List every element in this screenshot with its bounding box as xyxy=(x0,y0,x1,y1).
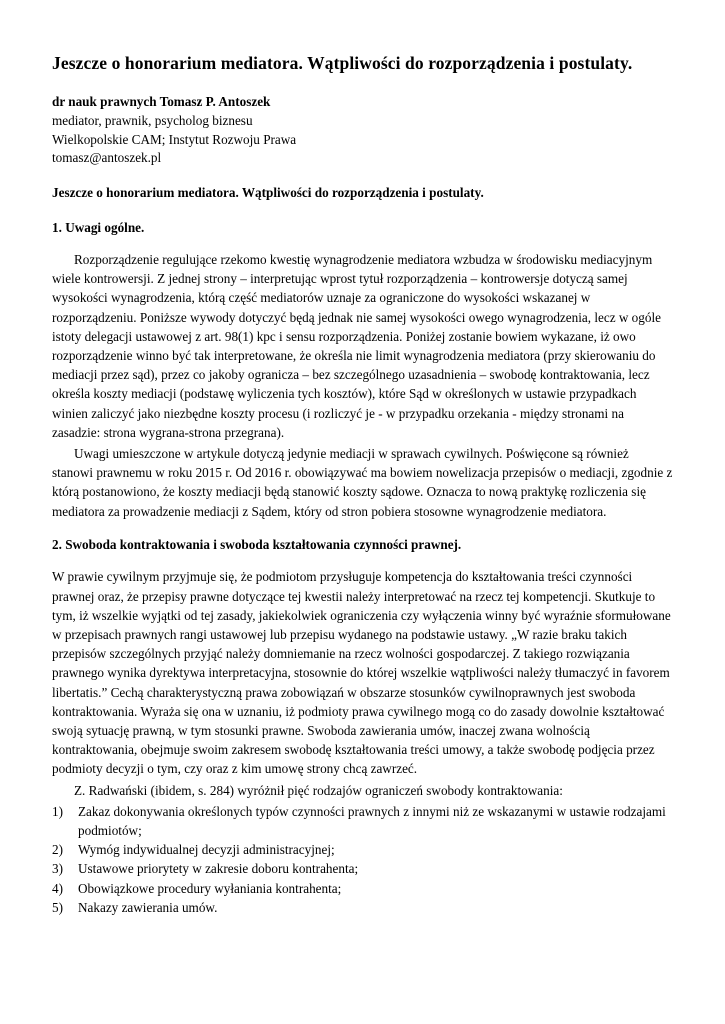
section-heading-2: 2. Swoboda kontraktowania i swoboda kształtowania czynności prawnej. xyxy=(52,536,462,552)
list-item xyxy=(52,840,673,859)
list-item-text: Zakaz dokonywania określonych typów czynności prawnych z innymi niż ze wskazanymi w ustawie rodzajami podmiotów; xyxy=(78,803,666,838)
list-item-number: 2) xyxy=(52,842,63,858)
list-item xyxy=(52,802,673,840)
section-heading-1: 1. Uwagi ogólne. xyxy=(52,219,145,235)
list-item xyxy=(52,859,673,878)
page-title: Jeszcze o honorarium mediatora. Wątpliwości do rozporządzenia i postulaty. xyxy=(52,53,633,73)
list-item-text: Ustawowe priorytety w zakresie doboru kontrahenta; xyxy=(78,861,359,877)
list-item-number: 4) xyxy=(52,880,63,896)
section-2-paragraph-2: Z. Radwański (ibidem, s. 284) wyróżnił pięć rodzajów ograniczeń swobody kontraktowania: xyxy=(74,782,563,798)
section-1-paragraph-2: Uwagi umieszczone w artykule dotyczą jedynie mediacji w sprawach cywilnych. Poświęcone są również stanowi prawnemu w roku 2015 r. Od 2016 r. obowiązywać ma bowiem nowelizacja przepisów o mediacji, zgodnie z którą postanowiono, że koszty mediacji będą stanowić koszty sądowe. Oznacza to nową praktykę rozliczenia się mediatora za prowadzenie mediacji z Sądem, który od stron pobiera stosowne wynagrodzenie mediatora. xyxy=(52,446,673,519)
list-item-number: 1) xyxy=(52,803,63,819)
list-item-text: Obowiązkowe procedury wyłaniania kontrahenta; xyxy=(78,880,342,896)
list-item-text: Nakazy zawierania umów. xyxy=(78,899,218,915)
restrictions-list xyxy=(52,802,673,917)
list-item-number: 3) xyxy=(52,861,63,877)
author-affiliation: Wielkopolskie CAM; Instytut Rozwoju Prawa xyxy=(52,131,297,147)
author-name: dr nauk prawnych Tomasz P. Antoszek xyxy=(52,94,271,110)
section-2-paragraph-1: W prawie cywilnym przyjmuje się, że podmiotom przysługuje kompetencja do kształtowania treści czynności prawnej oraz, że przepisy prawne dotyczące tej kwestii należy interpretować na rzecz tej kompetencji. Skutkuje to tym, iż wszelkie wyjątki od tej zasady, jakiekolwiek ograniczenia czy wyłączenia winny być wyraźnie sformułowane w przepisach prawnych rangi ustawowej lub przepisu wydanego na podstawie ustawy. „W razie braku takich przepisów szczególnych przyjąć należy domniemanie na rzecz wolności gospodarczej. Z takiego rozwiązania prawnego wynika dyrektywa interpretacyjna, stosownie do której wszelkie wątpliwości należy tłumaczyć in favorem libertatis.” Cechą charakterystyczną prawa zobowiązań w obszarze stosunków cywilnoprawnych jest swoboda kontraktowania. Wyraża się ona w uznaniu, iż podmioty prawa cywilnego mogą co do zasady dowolnie kształtować swoją sytuację prawną, w tym stosunki prawne. Swoboda zawierania umów, inaczej zwana wolnością kontraktowania, obejmuje swoim zakresem swobodę kształtowania treści umowy, a także swobodę podjęcia przez podmioty decyzji o tym, czy oraz z kim umowę strony chcą zawrzeć. xyxy=(52,569,671,777)
section-1-paragraph-1: Rozporządzenie regulujące rzekomo kwestię wynagrodzenie mediatora wzbudza w środowisku mediacyjnym wiele kontrowersji. Z jednej strony – interpretując wprost tytuł rozporządzenia – kontrowersje dotyczą samej wysokości wynagrodzenia, którą część mediatorów uznaje za ograniczone do wysokości wskazanej w rozporządzeniu. Poniższe wywody dotyczyć będą jednak nie samej wysokości owego wynagrodzenia, lecz w ogóle istoty delegacji ustawowej z art. 98(1) kpc i sensu rozporządzenia. Poniżej zostanie bowiem wykazane, iż owo rozporządzenie winno być tak interpretowane, że określa nie limit wynagrodzenia mediatora (przy skierowaniu do mediacji przez sąd), przez co jakoby ogranicza – bez szczególnego uzasadnienia – swobodę kontraktowania, lecz określa koszty mediacji (podstawę wyliczenia tych kosztów), które Sąd w określonych w ustawie przypadkach winien zaliczyć jako niezbędne koszty procesu (i rozliczyć je - w przypadku orzekania - między stronami na zasadzie: strona wygrana-strona przegrana). xyxy=(52,252,661,440)
list-item xyxy=(52,898,673,917)
list-item-number: 5) xyxy=(52,899,63,915)
list-item-text: Wymóg indywidualnej decyzji administracyjnej; xyxy=(78,842,335,858)
list-item xyxy=(52,879,673,898)
document-subtitle: Jeszcze o honorarium mediatora. Wątpliwości do rozporządzenia i postulaty. xyxy=(52,185,484,201)
author-email: tomasz@antoszek.pl xyxy=(52,150,162,166)
author-role: mediator, prawnik, psycholog biznesu xyxy=(52,112,253,128)
author-block xyxy=(52,93,673,168)
